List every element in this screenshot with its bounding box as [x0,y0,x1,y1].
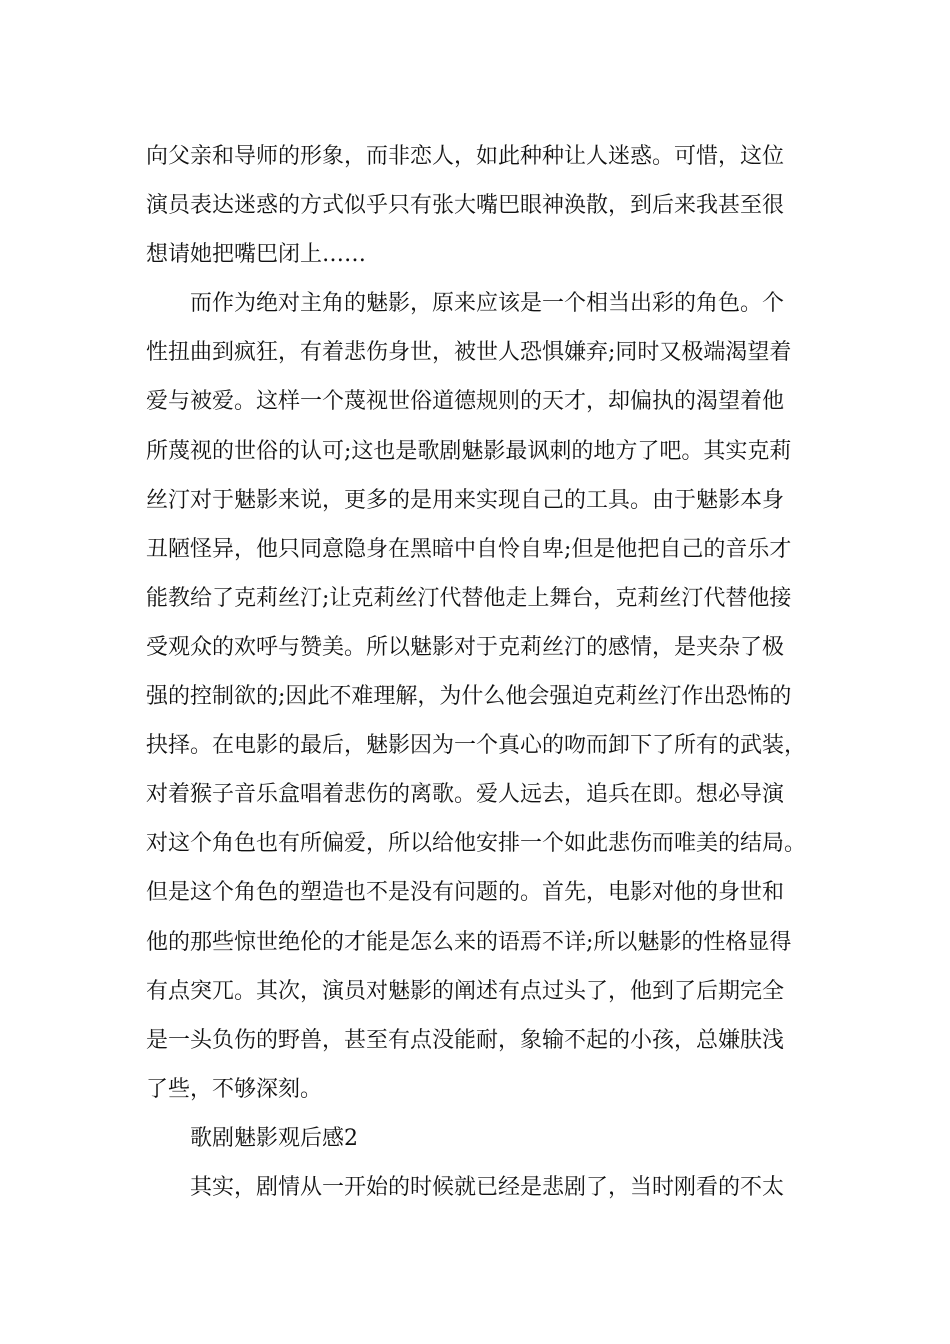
section-heading: 歌剧魅影观后感2 [146,1125,358,1151]
text-line: 了些，不够深刻。 [146,1076,323,1102]
text-line: 有点突兀。其次，演员对魅影的阐述有点过头了，他到了后期完全 [146,978,785,1004]
text-line: 而作为绝对主角的魅影，原来应该是一个相当出彩的角色。个 [146,291,785,317]
text-line: 抉择。在电影的最后，魅影因为一个真心的吻而卸下了所有的武装， [146,733,807,759]
text-line: 强的控制欲的;因此不难理解，为什么他会强迫克莉丝汀作出恐怖的 [146,684,792,710]
text-line: 能教给了克莉丝汀;让克莉丝汀代替他走上舞台，克莉丝汀代替他接 [146,585,792,611]
text-line: 丑陋怪异，他只同意隐身在黑暗中自怜自卑;但是他把自己的音乐才 [146,536,792,562]
text-line: 爱与被爱。这样一个蔑视世俗道德规则的天才，却偏执的渴望着他 [146,389,785,415]
text-line: 对着猴子音乐盒唱着悲伤的离歌。爱人远去，追兵在即。想必导演 [146,782,785,808]
text-line: 其实，剧情从一开始的时候就已经是悲剧了，当时刚看的不太 [146,1174,785,1200]
text-line: 演员表达迷惑的方式似乎只有张大嘴巴眼神涣散，到后来我甚至很 [146,193,785,219]
text-line: 对这个角色也有所偏爱，所以给他安排一个如此悲伤而唯美的结局。 [146,831,807,857]
text-line: 丝汀对于魅影来说，更多的是用来实现自己的工具。由于魅影本身 [146,487,785,513]
text-line: 想请她把嘴巴闭上…… [146,242,367,268]
text-line: 性扭曲到疯狂，有着悲伤身世，被世人恐惧嫌弃;同时又极端渴望着 [146,340,792,366]
text-line: 是一头负伤的野兽，甚至有点没能耐，象输不起的小孩，总嫌肤浅 [146,1027,785,1053]
text-line: 受观众的欢呼与赞美。所以魅影对于克莉丝汀的感情，是夹杂了极 [146,634,785,660]
text-line: 所蔑视的世俗的认可;这也是歌剧魅影最讽刺的地方了吧。其实克莉 [146,438,792,464]
text-line: 向父亲和导师的形象，而非恋人，如此种种让人迷惑。可惜，这位 [146,144,785,169]
text-line: 他的那些惊世绝伦的才能是怎么来的语焉不详;所以魅影的性格显得 [146,929,792,955]
document-body [146,132,812,1212]
text-line: 但是这个角色的塑造也不是没有问题的。首先，电影对他的身世和 [146,880,785,906]
